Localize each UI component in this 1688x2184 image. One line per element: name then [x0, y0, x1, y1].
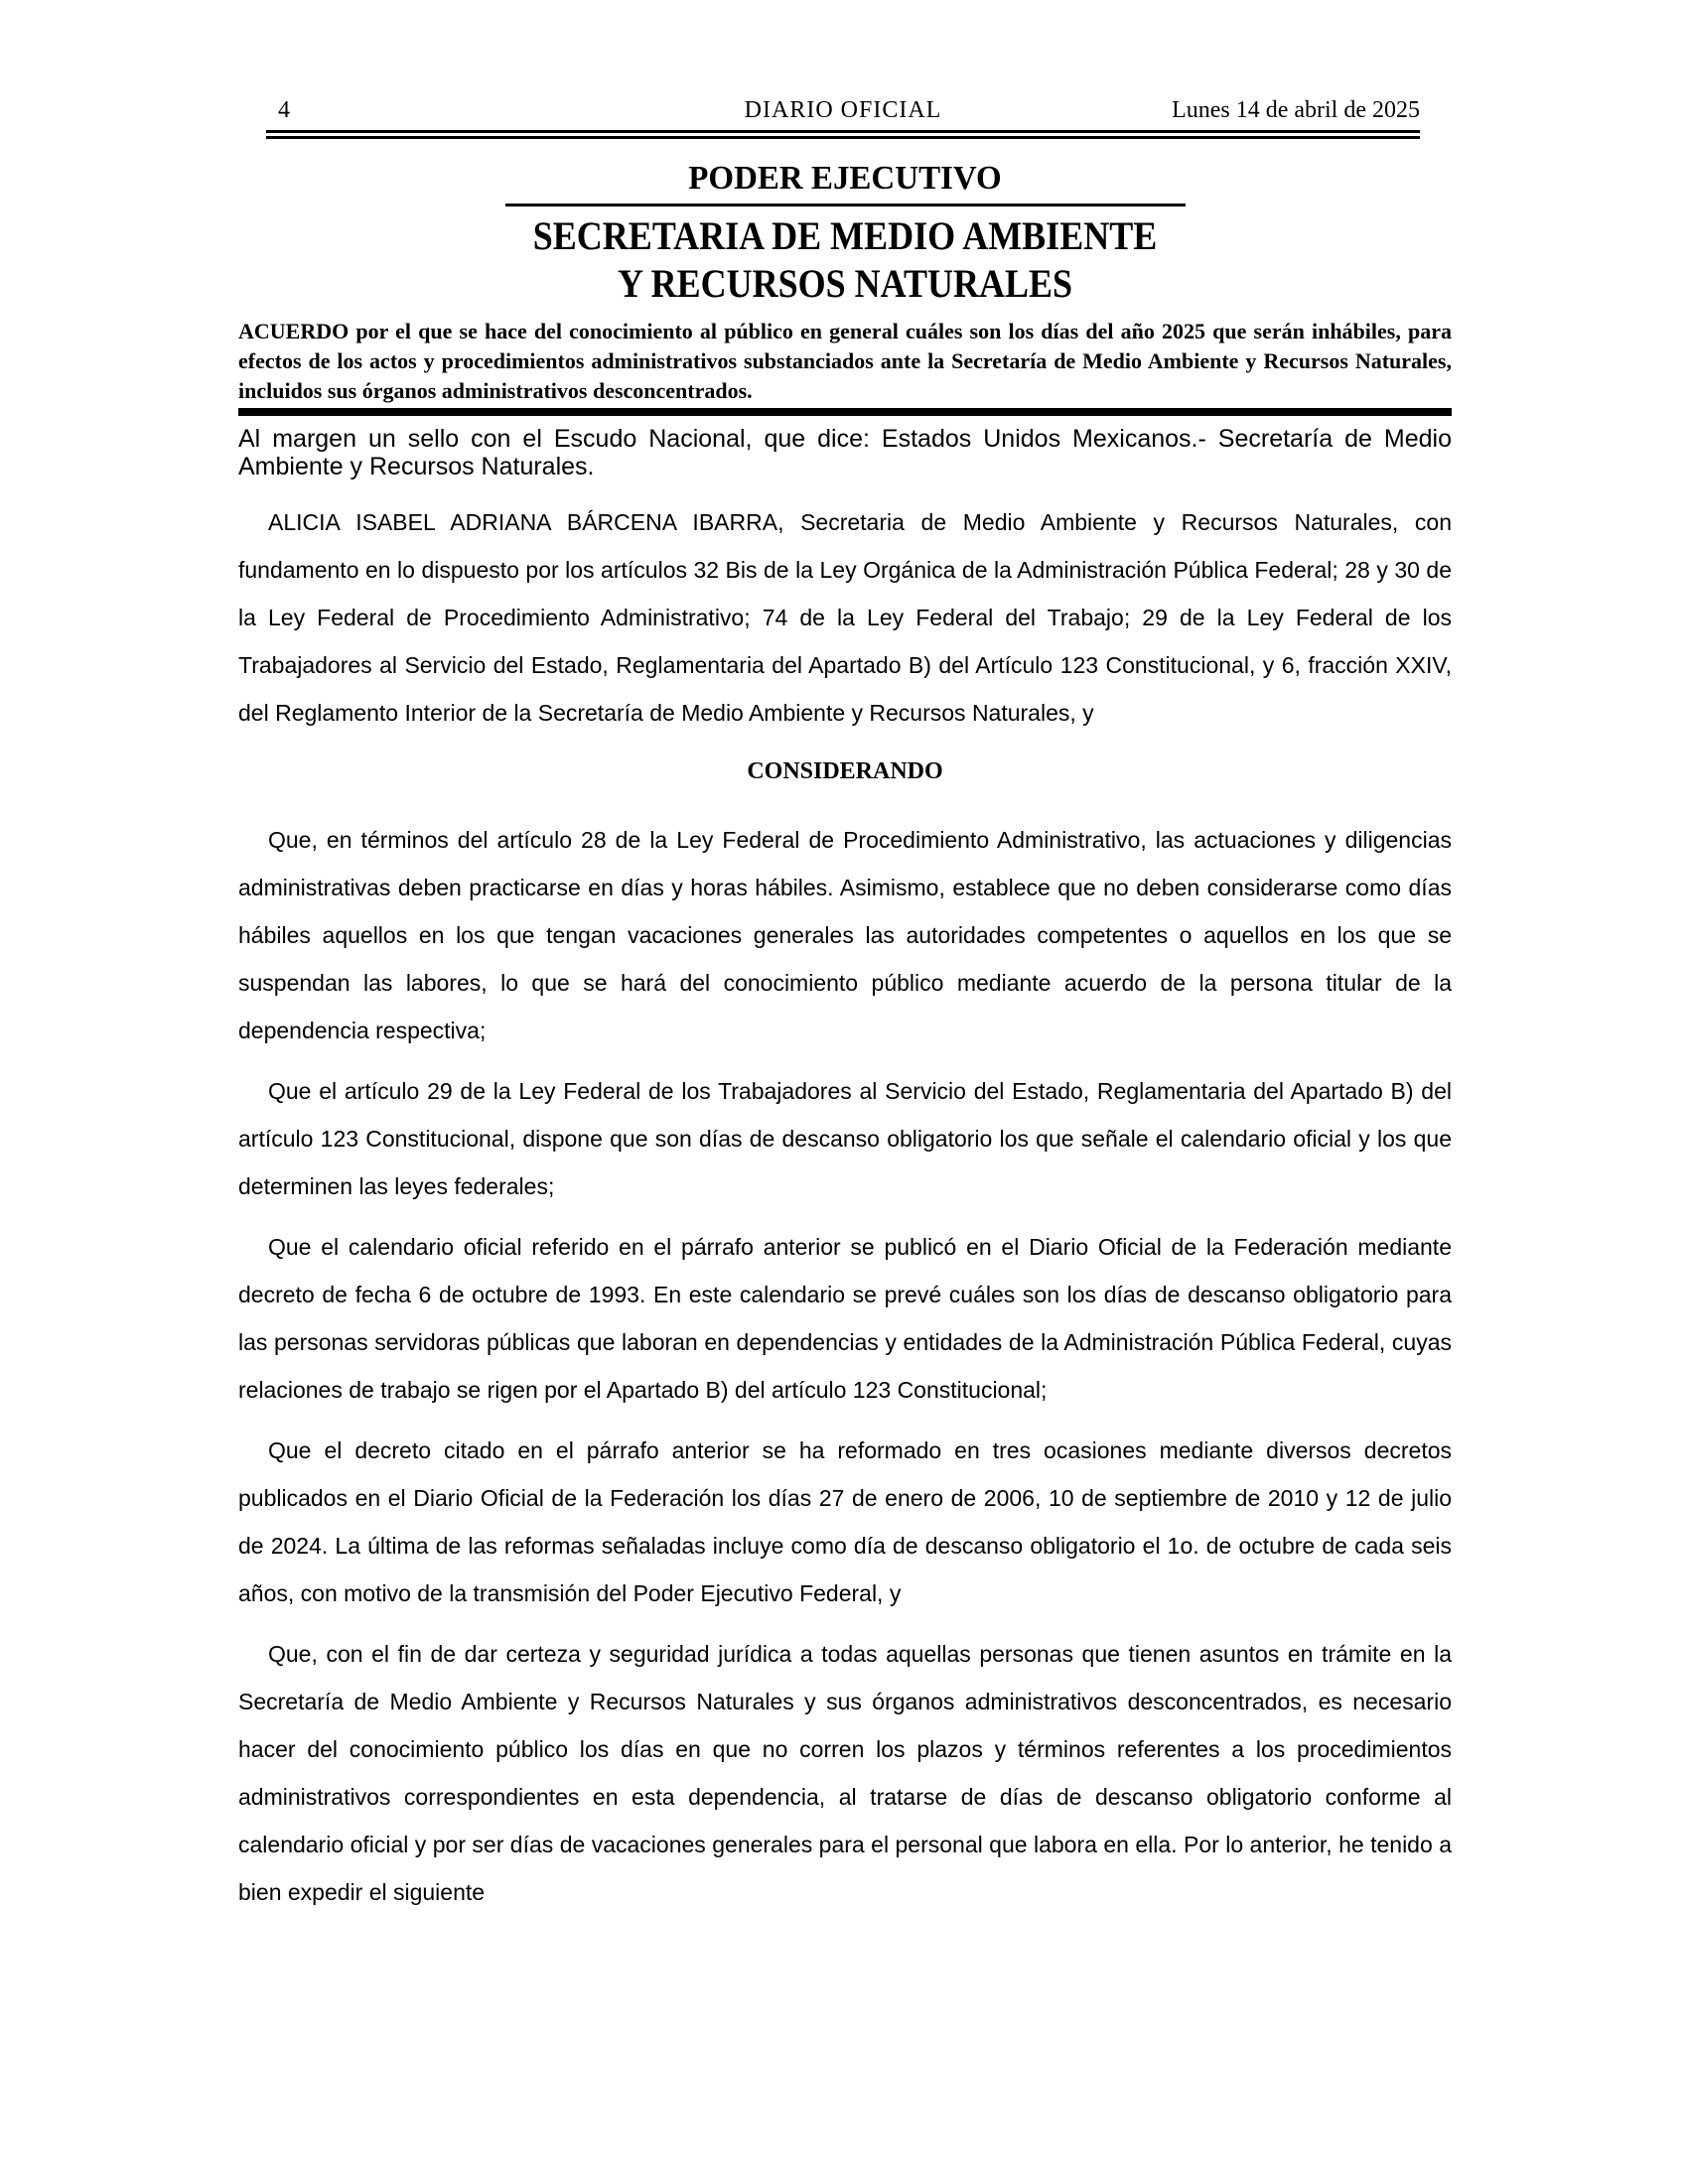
consideration-paragraph-4: Que el decreto citado en el párrafo anterior se ha reformado en tres ocasiones mediante diversos decretos publicados en el Diario Oficial de la Federación los días 27 de enero de 2006, 10 de septiembre de 2010 y 12 de julio de 2024. La última de las reformas señaladas incluye como día de descanso obligatorio el 1o. de octubre de cada seis años, con motivo de la transmisión del Poder Ejecutivo Federal, y: [238, 1437, 1452, 1607]
considerando-heading: CONSIDERANDO: [747, 758, 943, 785]
page-header: [266, 0, 1420, 139]
title-underline: [505, 204, 1186, 206]
opening-paragraph: ALICIA ISABEL ADRIANA BÁRCENA IBARRA, Secretaria de Medio Ambiente y Recursos Naturales, con fundamento en lo dispuesto por los artículos 32 Bis de la Ley Orgánica de la Administración Pública Federal; 28 y 30 de la Ley Federal de Procedimiento Administrativo; 74 de la Ley Federal del Trabajo; 29 de la Ley Federal de los Trabajadores al Servicio del Estado, Reglamentaria del Apartado B) del Artículo 123 Constitucional, y 6, fracción XXIV, del Reglamento Interior de la Secretaría de Medio Ambiente y Recursos Naturales, y: [238, 509, 1452, 727]
consideration-paragraph-1: Que, en términos del artículo 28 de la Ley Federal de Procedimiento Administrativo, las actuaciones y diligencias administrativas deben practicarse en días y horas hábiles. Asimismo, establece que no deben considerarse como días hábiles aquellos en los que tengan vacaciones generales las autoridades competentes o aquellos en los que se suspendan las labores, lo que se hará del conocimiento público mediante acuerdo de la persona titular de la dependencia respectiva;: [238, 827, 1452, 1044]
header-row: [266, 96, 1420, 130]
consideration-paragraph-3: Que el calendario oficial referido en el párrafo anterior se publicó en el Diario Oficial de la Federación mediante decreto de fecha 6 de octubre de 1993. En este calendario se prevé cuáles son los días de descanso obligatorio para las personas servidoras públicas que laboran en dependencias y entidades de la Administración Pública Federal, cuyas relaciones de trabajo se rigen por el Apartado B) del artículo 123 Constitucional;: [238, 1234, 1452, 1404]
issue-date: Lunes 14 de abril de 2025: [1172, 97, 1420, 123]
ministry-title-line2: Y RECURSOS NATURALES: [617, 260, 1073, 306]
acuerdo-summary: ACUERDO por el que se hace del conocimiento al público en general cuáles son los días del año 2025 que serán inhábiles, para efectos de los actos y procedimientos administrativos substanciados ante la Secretaría de Medio Ambiente y Recursos Naturales, incluidos sus órganos administrativos desconcentrados.: [238, 319, 1452, 404]
consideration-paragraph-5: Que, con el fin de dar certeza y seguridad jurídica a todas aquellas personas que tienen asuntos en trámite en la Secretaría de Medio Ambiente y Recursos Naturales y sus órganos administrativos desconcentrados, es necesario hacer del conocimiento público los días en que no corren los plazos y términos referentes a los procedimientos administrativos correspondientes en esta dependencia, al tratarse de días de descanso obligatorio conforme al calendario oficial y por ser días de vacaciones generales para el personal que labora en ella. Por lo anterior, he tenido a bien expedir el siguiente: [238, 1641, 1452, 1906]
page-number: 4: [278, 97, 290, 123]
journal-title: DIARIO OFICIAL: [744, 97, 942, 123]
ministry-title-line1: SECRETARIA DE MEDIO AMBIENTE: [532, 212, 1158, 258]
section-separator-bar: [238, 408, 1452, 416]
header-double-rule: [266, 130, 1420, 139]
power-title: PODER EJECUTIVO: [688, 159, 1002, 197]
document-body: [238, 159, 1452, 1917]
margin-note: Al margen un sello con el Escudo Nacional, que dice: Estados Unidos Mexicanos.- Secretaría de Medio Ambiente y Recursos Naturales.: [238, 425, 1452, 481]
consideration-paragraph-2: Que el artículo 29 de la Ley Federal de los Trabajadores al Servicio del Estado, Reglamentaria del Apartado B) del artículo 123 Constitucional, dispone que son días de descanso obligatorio los que señale el calendario oficial y los que determinen las leyes federales;: [238, 1078, 1452, 1200]
